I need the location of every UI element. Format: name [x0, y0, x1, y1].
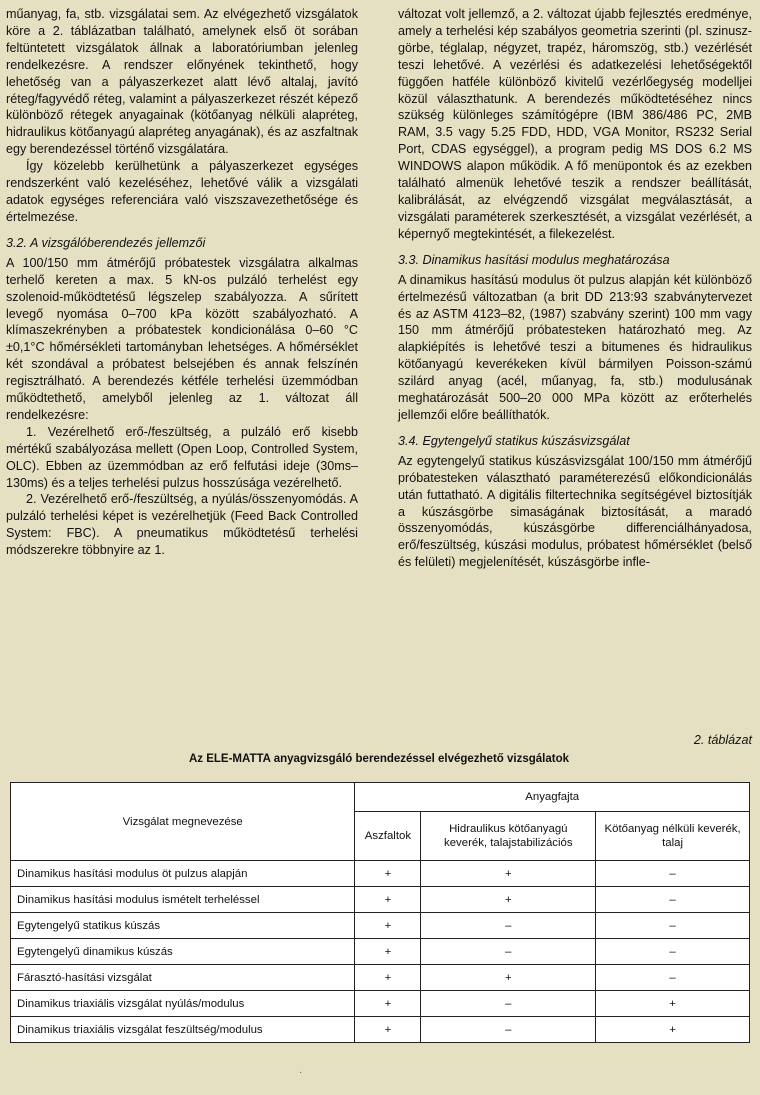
- tests-table: [10, 782, 750, 1043]
- paragraph: Így közelebb kerülhetünk a pályaszerkezet egységes rendszerként való kezeléséhez, lehetővé válik a vizsgálati adatok egységes referenciára való viszszavezethetősége és értelmezése.: [6, 159, 358, 224]
- cell-asphalt: +: [355, 887, 421, 913]
- table-row: [11, 939, 750, 965]
- cell-asphalt: +: [355, 939, 421, 965]
- cell-unbound: –: [596, 939, 750, 965]
- cell-hydraulic: –: [421, 1017, 596, 1043]
- test-name: Dinamikus hasítási modulus ismételt terheléssel: [11, 887, 355, 913]
- table-title: Az ELE-MATTA anyagvizsgáló berendezéssel elvégezhető vizsgálatok: [188, 753, 570, 765]
- cell-asphalt: +: [355, 861, 421, 887]
- page-mark: ·: [299, 1067, 303, 1078]
- col-header-test-name: Vizsgálat megnevezése: [11, 783, 355, 861]
- cell-unbound: –: [596, 887, 750, 913]
- cell-unbound: –: [596, 861, 750, 887]
- cell-hydraulic: –: [421, 913, 596, 939]
- test-name: Egytengelyű dinamikus kúszás: [11, 939, 355, 965]
- cell-unbound: –: [596, 965, 750, 991]
- table-label: 2. táblázat: [693, 733, 752, 747]
- section-heading-3-3: 3.3. Dinamikus hasítási modulus meghatározása: [398, 252, 670, 267]
- test-name: Egytengelyű statikus kúszás: [11, 913, 355, 939]
- table-row: [11, 861, 750, 887]
- cell-asphalt: +: [355, 1017, 421, 1043]
- cell-asphalt: +: [355, 965, 421, 991]
- test-name: Dinamikus triaxiális vizsgálat feszültség/modulus: [11, 1017, 355, 1043]
- test-name: Dinamikus triaxiális vizsgálat nyúlás/modulus: [11, 991, 355, 1017]
- table-row: [11, 1017, 750, 1043]
- cell-unbound: –: [596, 913, 750, 939]
- cell-hydraulic: +: [421, 861, 596, 887]
- left-column: [6, 6, 358, 559]
- right-column: [398, 6, 752, 571]
- group-header-material: Anyagfajta: [355, 783, 750, 812]
- table-row: [11, 991, 750, 1017]
- paragraph: változat volt jellemző, a 2. változat újabb fejlesztés eredménye, amely a terhelési kép szabályos geometria szerinti (pl. szinusz-görbe, téglalap, négyzet, trapéz, háromszög, stb.) vezérlését teszi lehetővé. A vezérlési és adatkezelési lehetőségektől függően hatféle különböző kivitelű vezérlőegység modelljei közül választhatunk. A berendezés működtetéséhez nincs szükség különleges számítógépre (IBM 386/486 PC, 2MB RAM, 3.5 vagy 5.25 FDD, HDD, VGA Monitor, RS232 Serial Port, CDAS egységgel), a program pedig MS DOS 6.2 MS WINDOWS alapon működik. A fő menüpontok és az ezekben található almenük lehetővé teszik a rendszer beállítását, kalibrálását, az elvégzendő vizsgálat megválasztását, a vizsgálati paraméterek szerkesztését, a vizsgálat vezérlését, a képernyő megtekintését, a filekezelést.: [398, 7, 752, 241]
- cell-unbound: +: [596, 991, 750, 1017]
- cell-hydraulic: –: [421, 991, 596, 1017]
- section-heading-3-4: 3.4. Egytengelyű statikus kúszásvizsgálat: [398, 433, 630, 448]
- paragraph: műanyag, fa, stb. vizsgálatai sem. Az elvégezhető vizsgálatok köre a 2. táblázatban található, amelynek első öt sorában feltüntetett vizsgálatok állnak a laboratóriumban jelenleg rendelkezésre. A rendszer előnyének tekinthető, hogy lehetőség van a pályaszerkezet alatt lévő altalaj, javító réteg/fagyvédő réteg, valamint a pályaszerkezet részét képező különböző rétegek anyagainak (kötőanyag nélküli alapréteg, hidraulikus kötőanyagú alapréteg anyagának), és az aszfaltnak egy berendezéssel történő vizsgálatára.: [6, 7, 358, 157]
- table-row: [11, 965, 750, 991]
- test-name: Dinamikus hasítási modulus öt pulzus alapján: [11, 861, 355, 887]
- col-header-unbound: Kötőanyag nélküli keverék, talaj: [596, 812, 750, 861]
- table-row: [11, 887, 750, 913]
- col-header-hydraulic: Hidraulikus kötőanyagú keverék, talajstabilizációs: [421, 812, 596, 861]
- cell-unbound: +: [596, 1017, 750, 1043]
- cell-hydraulic: +: [421, 965, 596, 991]
- table-row: [11, 913, 750, 939]
- paragraph: A dinamikus hasítású modulus öt pulzus alapján két különböző értelmezésű változatban (a brit DD 213:93 szabványtervezet és az ASTM 4123–82, (1987) szabvány szerint) 100 mm vagy 150 mm átmérőjű próbatesteken határozható meg. Az alapkiépítés is lehetővé teszi a bitumenes és hidraulikus kötőanyagú keverékeken kívül bármilyen Poisson-számú szilárd anyag (acél, műanyag, fa, stb.) modulusának meghatározását 500–20 000 MPa között az erőterhelés jellemzői előre beállíthatók.: [398, 272, 752, 422]
- list-item-1: 1. Vezérelhető erő-/feszültség, a pulzáló erő kisebb mértékű szabályozása mellett (Open Loop, Controlled System, OLC). Ebben az üzemmódban az erő felfutási ideje (30ms–130ms) és a teljes terhelési pulzus hosszúsága vezérelhető.: [6, 424, 358, 490]
- paragraph: A 100/150 mm átmérőjű próbatestek vizsgálatra alkalmas terhelő kereten a max. 5 kN-os pulzáló terhelést egy szolenoid-működtetésű légszelep szabályozza. A sűrített levegő nyomása 0–700 kPa között szabályozható. A klímaszekrényben a próbatestek kondicionálása 0–60 °C ±0,1°C hőmérsékleti tartományban lehetséges. A hőmérséklet két szondával a próbatest belsejében és annak felszínén regisztrálható. A berendezés kétféle terhelési üzemmódban működtethető, amelyből jelenleg az 1. változat áll rendelkezésre:: [6, 255, 358, 422]
- cell-asphalt: +: [355, 913, 421, 939]
- section-heading-3-2: 3.2. A vizsgálóberendezés jellemzői: [6, 235, 206, 250]
- test-name: Fárasztó-hasítási vizsgálat: [11, 965, 355, 991]
- cell-hydraulic: +: [421, 887, 596, 913]
- col-header-asphalt: Aszfaltok: [355, 812, 421, 861]
- list-item-2: 2. Vezérelhető erő-/feszültség, a nyúlás/összenyomódás. A pulzáló terhelési képet is vezérelhetjük (Feed Back Controlled System: FBC). A pneumatikus működtetésű terhelési módszerekre többnyire az 1.: [6, 492, 358, 558]
- cell-hydraulic: –: [421, 939, 596, 965]
- paragraph: Az egytengelyű statikus kúszásvizsgálat 100/150 mm átmérőjű próbatesteken választható paraméterezésű előkondicionálás után futtatható. A digitális filtertechnika segítségével biztosítják a kúszásgörbe simaságának biztosítását, a maradó összenyomódás, kúszásgörbe differenciálhányadosa, erő/feszültség, kúszási modulus, próbatest hőmérséklet (belső és felületi) megjelenítését, kúszásgörbe infle-: [398, 453, 752, 570]
- cell-asphalt: +: [355, 991, 421, 1017]
